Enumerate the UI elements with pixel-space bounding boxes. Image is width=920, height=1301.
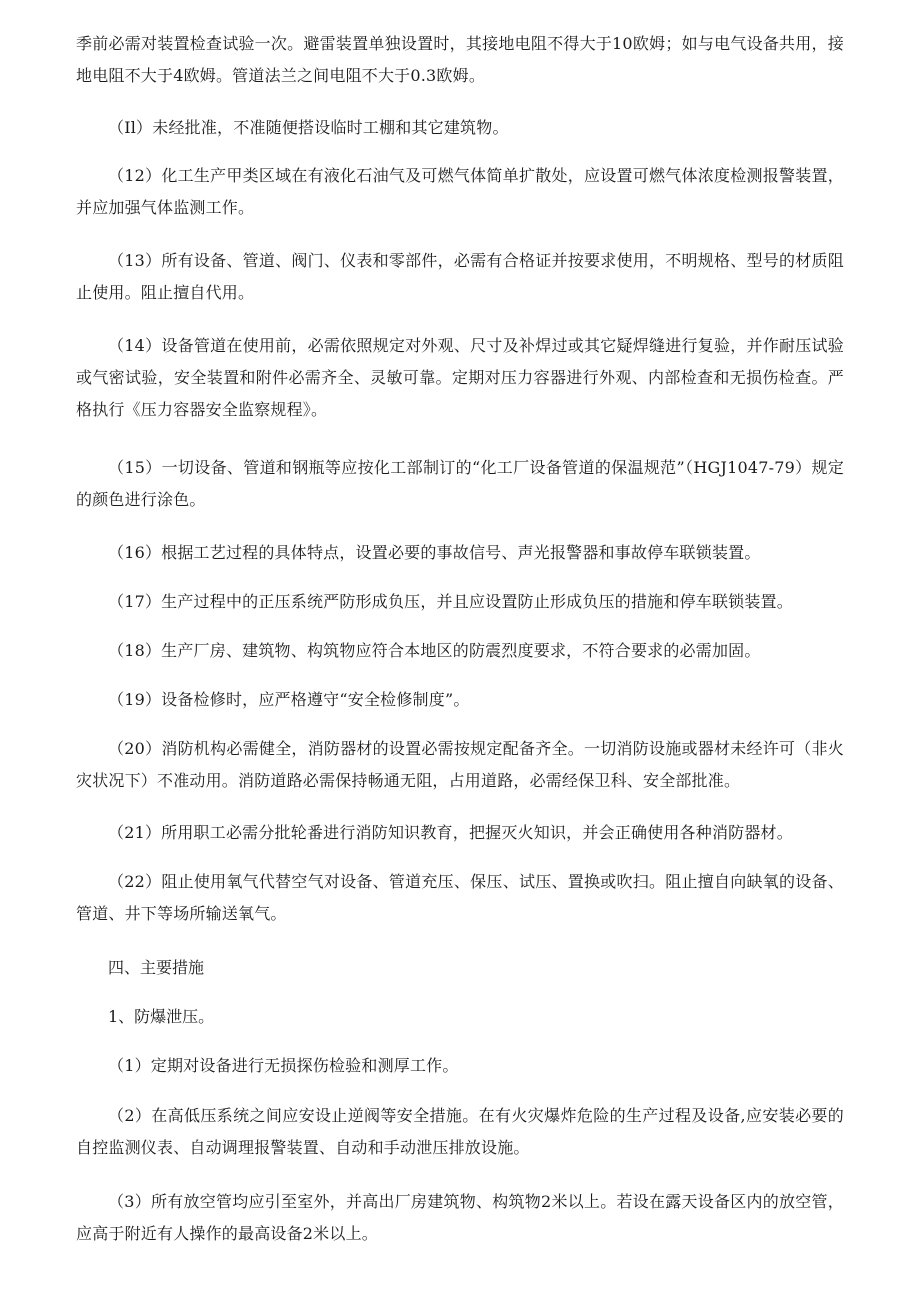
paragraph-20: （20）消防机构必需健全，消防器材的设置必需按规定配备齐全。一切消防设施或器材未经许可（非火灾状况下）不准动用。消防道路必需保持畅通无阻，占用道路，必需经保卫科、安全部批准。 (76, 739, 844, 790)
section-heading-main-measures: 四、主要措施 (108, 958, 205, 977)
paragraph-lightning-continued: 季前必需对装置检查试验一次。避雷装置单独设置时，其接地电阻不得大于10欧姆；如与电气设备共用，接地电阻不大于4欧姆。管道法兰之间电阻不大于0.3欧姆。 (76, 34, 844, 85)
paragraph-13: （13）所有设备、管道、阀门、仪表和零部件，必需有合格证并按要求使用，不明规格、型号的材质阻止使用。阻止擅自代用。 (76, 251, 844, 302)
paragraph-11: （Il）未经批准，不准随便搭设临时工棚和其它建筑物。 (108, 118, 509, 137)
paragraph-14: （14）设备管道在使用前，必需依照规定对外观、尺寸及补焊过或其它疑焊缝进行复验，并作耐压试验或气密试验，安全装置和附件必需齐全、灵敏可靠。定期对压力容器进行外观、内部检查和无损伤检查。严格执行《压力容器安全监察规程》。 (76, 336, 844, 419)
subsection-heading-explosion-relief: 1、防爆泄压。 (108, 1007, 215, 1026)
paragraph-21: （21）所用职工必需分批轮番进行消防知识教育，把握灭火知识，并会正确使用各种消防器材。 (108, 823, 793, 842)
paragraph-22: （22）阻止使用氧气代替空气对设备、管道充压、保压、试压、置换或吹扫。阻止擅自向缺氧的设备、管道、井下等场所输送氧气。 (76, 872, 844, 923)
paragraph-18: （18）生产厂房、建筑物、构筑物应符合本地区的防震烈度要求，不符合要求的必需加固。 (108, 641, 761, 660)
measure-item-3: （3）所有放空管均应引至室外，并高出厂房建筑物、构筑物2米以上。若设在露天设备区内的放空管，应高于附近有人操作的最高设备2米以上。 (76, 1192, 844, 1243)
paragraph-16: （16）根据工艺过程的具体特点，设置必要的事故信号、声光报警器和事故停车联锁装置。 (108, 543, 761, 562)
measure-item-1: （1）定期对设备进行无损探伤检验和测厚工作。 (108, 1056, 459, 1075)
paragraph-15: （15）一切设备、管道和钢瓶等应按化工部制订的“化工厂设备管道的保温规范”（HGJ1047-79）规定的颜色进行涂色。 (76, 458, 844, 509)
paragraph-19: （19）设备检修时，应严格遵守“安全检修制度”。 (108, 690, 470, 709)
paragraph-17: （17）生产过程中的正压系统严防形成负压，并且应设置防止形成负压的措施和停车联锁装置。 (108, 592, 793, 611)
measure-item-2: （2）在高低压系统之间应安设止逆阀等安全措施。在有火灾爆炸危险的生产过程及设备,应安装必要的自控监测仪表、自动调理报警装置、自动和手动泄压排放设施。 (76, 1106, 844, 1157)
paragraph-12: （12）化工生产甲类区域在有液化石油气及可燃气体简单扩散处，应设置可燃气体浓度检测报警装置，并应加强气体监测工作。 (76, 166, 844, 217)
